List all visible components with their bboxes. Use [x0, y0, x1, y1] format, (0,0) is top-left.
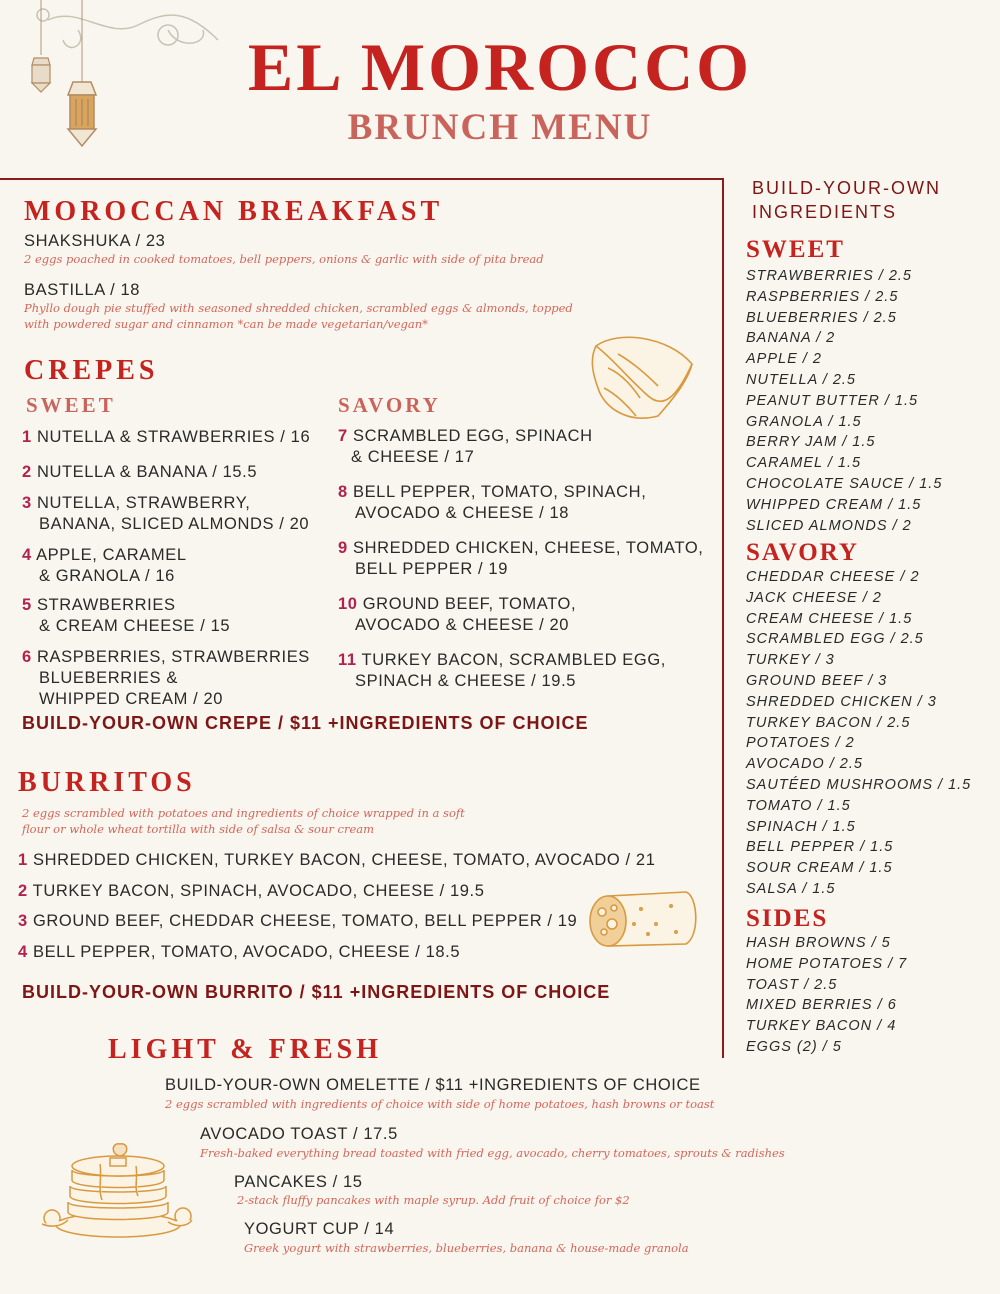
ingredient-item: RASPBERRIES / 2.5: [746, 288, 899, 305]
item-text: AVOCADO & CHEESE / 20: [355, 616, 570, 634]
item-text: WHIPPED CREAM / 20: [39, 690, 224, 708]
crepe-item: [22, 595, 332, 637]
crepe-item: [338, 650, 718, 692]
item-number: 2: [22, 463, 32, 481]
ingredient-item: SCRAMBLED EGG / 2.5: [746, 631, 924, 648]
crepe-item: [338, 482, 718, 524]
crepe-item: [22, 647, 332, 710]
burrito-illustration: [586, 884, 704, 954]
item-text: SCRAMBLED EGG, SPINACH: [352, 427, 593, 445]
item-text: STRAWBERRIES: [36, 596, 176, 614]
ingredient-item: PEANUT BUTTER / 1.5: [746, 392, 919, 409]
sides-label: SIDES: [746, 905, 829, 932]
item-text: & CHEESE / 17: [351, 448, 475, 466]
ingredient-item: BERRY JAM / 1.5: [746, 434, 876, 451]
pancakes-illustration: [40, 1130, 195, 1245]
item-text: & CREAM CHEESE / 15: [39, 617, 231, 635]
sides-list: [746, 933, 907, 1058]
item-number: 10: [338, 595, 358, 613]
item-number: 5: [22, 596, 32, 614]
ingredient-item: CHOCOLATE SAUCE / 1.5: [746, 475, 943, 492]
item-text: TURKEY BACON, SCRAMBLED EGG,: [361, 651, 666, 669]
item-number: 1: [22, 428, 32, 446]
side-item: EGGS (2) / 5: [746, 1038, 842, 1055]
ingredients-heading-line: BUILD-YOUR-OWN: [752, 178, 941, 198]
item-number: 8: [338, 483, 348, 501]
menu-item-shakshuka: SHAKSHUKA / 23: [24, 232, 166, 250]
item-text: RASPBERRIES, STRAWBERRIES: [36, 648, 310, 666]
ingredient-item: SHREDDED CHICKEN / 3: [746, 693, 937, 710]
section-heading-crepes: CREPES: [24, 355, 159, 386]
crepe-item: [22, 462, 332, 483]
item-description: with powdered sugar and cinnamon *can be made vegetarian/vegan*: [24, 317, 428, 331]
item-text: TURKEY BACON, SPINACH, AVOCADO, CHEESE / 19.5: [32, 881, 485, 900]
item-text: AVOCADO & CHEESE / 18: [355, 504, 570, 522]
item-text: BLUEBERRIES &: [39, 669, 178, 687]
burrito-item: [18, 850, 708, 871]
item-text: NUTELLA, STRAWBERRY,: [36, 494, 251, 512]
menu-item-bastilla: BASTILLA / 18: [24, 281, 141, 299]
item-text: BELL PEPPER, TOMATO, SPINACH,: [352, 483, 647, 501]
item-text: NUTELLA & BANANA / 15.5: [36, 463, 258, 481]
item-text: BANANA, SLICED ALMONDS / 20: [39, 515, 310, 533]
item-number: 3: [22, 494, 32, 512]
ingredient-item: STRAWBERRIES / 2.5: [746, 268, 912, 284]
ingredient-item: NUTELLA / 2.5: [746, 371, 856, 388]
ingredient-item: BELL PEPPER / 1.5: [746, 839, 894, 856]
item-description: 2 eggs poached in cooked tomatoes, bell peppers, onions & garlic with side of pita bread: [24, 252, 544, 266]
section-heading-light-fresh: LIGHT & FRESH: [108, 1034, 382, 1065]
item-description: Phyllo dough pie stuffed with seasoned shredded chicken, scrambled eggs & almonds, topped: [24, 301, 573, 315]
crepe-item: [22, 427, 332, 448]
item-text: SHREDDED CHICKEN, CHEESE, TOMATO,: [352, 539, 704, 557]
ingredient-item: JACK CHEESE / 2: [746, 589, 882, 606]
side-item: HOME POTATOES / 7: [746, 955, 908, 972]
ingredient-item: GROUND BEEF / 3: [746, 672, 888, 689]
item-text: APPLE, CARAMEL: [36, 546, 187, 564]
item-text: & GRANOLA / 16: [39, 567, 175, 585]
ingredients-heading: [752, 176, 941, 224]
ingredient-item: WHIPPED CREAM / 1.5: [746, 496, 922, 513]
ingredient-item: BANANA / 2: [746, 330, 836, 347]
ingredient-item: SAUTÉED MUSHROOMS / 1.5: [746, 776, 972, 793]
item-description: Fresh-baked everything bread toasted with fried egg, avocado, cherry tomatoes, sprouts & radishes: [200, 1146, 785, 1160]
item-text: NUTELLA & STRAWBERRIES / 16: [36, 428, 311, 446]
ingredient-item: TOMATO / 1.5: [746, 797, 851, 814]
item-number: 1: [18, 851, 28, 869]
ingredient-item: SPINACH / 1.5: [746, 818, 856, 835]
frame-divider-top: [0, 178, 724, 180]
section-heading-moroccan: MOROCCAN BREAKFAST: [24, 196, 444, 227]
crepes-savory-list: [338, 426, 718, 692]
ingredient-item: SALSA / 1.5: [746, 880, 836, 897]
byo-crepe-note: BUILD-YOUR-OWN CREPE / $11 +INGREDIENTS OF CHOICE: [22, 713, 589, 733]
item-text: SPINACH & CHEESE / 19.5: [355, 672, 577, 690]
menu-item-pancakes: PANCAKES / 15: [234, 1173, 363, 1191]
item-description: Greek yogurt with strawberries, blueberries, banana & house-made granola: [244, 1241, 689, 1255]
item-number: 2: [18, 881, 28, 900]
byo-burrito-note: BUILD-YOUR-OWN BURRITO / $11 +INGREDIENTS OF CHOICE: [22, 982, 611, 1002]
ingredients-sweet-list: [746, 266, 942, 536]
side-item: HASH BROWNS / 5: [746, 935, 891, 951]
section-heading-burritos: BURRITOS: [18, 767, 196, 798]
menu-item-omelette: BUILD-YOUR-OWN OMELETTE / $11 +INGREDIENTS OF CHOICE: [165, 1076, 701, 1094]
item-number: 11: [338, 651, 357, 669]
item-description: 2 eggs scrambled with ingredients of choice with side of home potatoes, hash browns or toast: [165, 1097, 715, 1111]
item-number: 9: [338, 539, 348, 557]
menu-subtitle: BRUNCH MENU: [347, 107, 653, 148]
item-number: 7: [338, 427, 348, 445]
ingredient-item: CHEDDAR CHEESE / 2: [746, 569, 920, 585]
ingredient-item: CARAMEL / 1.5: [746, 455, 862, 472]
crepe-illustration: [588, 328, 700, 430]
ingredients-savory-label: SAVORY: [746, 539, 859, 566]
crepe-item: [338, 426, 718, 468]
item-text: BELL PEPPER, TOMATO, AVOCADO, CHEESE / 18.5: [32, 942, 461, 961]
ingredients-savory-list: [746, 567, 971, 900]
side-item: TURKEY BACON / 4: [746, 1018, 897, 1035]
ingredient-item: TURKEY / 3: [746, 652, 835, 669]
ingredient-item: GRANOLA / 1.5: [746, 413, 862, 430]
item-text: SHREDDED CHICKEN, TURKEY BACON, CHEESE, TOMATO, AVOCADO / 21: [32, 851, 656, 869]
ingredient-item: SLICED ALMONDS / 2: [746, 517, 912, 534]
item-number: 4: [18, 942, 28, 961]
frame-divider-right: [722, 178, 724, 1058]
ingredient-item: POTATOES / 2: [746, 735, 855, 752]
restaurant-title: EL MOROCCO: [247, 29, 753, 105]
side-item: TOAST / 2.5: [746, 976, 838, 993]
ingredient-item: TURKEY BACON / 2.5: [746, 714, 911, 731]
menu-item-yogurt-cup: YOGURT CUP / 14: [244, 1220, 395, 1238]
item-description: 2 eggs scrambled with potatoes and ingredients of choice wrapped in a soft: [22, 806, 465, 820]
menu-item-avocado-toast: AVOCADO TOAST / 17.5: [200, 1125, 398, 1143]
crepes-sweet-list: [22, 427, 332, 710]
crepe-item: [22, 545, 332, 587]
crepes-sweet-label: SWEET: [26, 393, 116, 417]
item-text: BELL PEPPER / 19: [355, 560, 508, 578]
ingredient-item: APPLE / 2: [746, 351, 822, 368]
side-item: MIXED BERRIES / 6: [746, 997, 897, 1014]
ingredient-item: BLUEBERRIES / 2.5: [746, 309, 897, 326]
ingredient-item: CREAM CHEESE / 1.5: [746, 610, 913, 627]
item-text: GROUND BEEF, CHEDDAR CHEESE, TOMATO, BELL PEPPER / 19: [32, 912, 578, 930]
crepe-item: [338, 594, 718, 636]
item-number: 3: [18, 912, 28, 930]
crepe-item: [22, 493, 332, 535]
ingredient-item: AVOCADO / 2.5: [746, 756, 863, 773]
crepes-savory-label: SAVORY: [338, 393, 441, 417]
ingredients-heading-line: INGREDIENTS: [752, 202, 898, 222]
item-description: 2-stack fluffy pancakes with maple syrup. Add fruit of choice for $2: [237, 1193, 630, 1207]
item-number: 6: [22, 648, 32, 666]
item-description: flour or whole wheat tortilla with side of salsa & sour cream: [22, 822, 375, 836]
crepe-item: [338, 538, 718, 580]
ingredients-sweet-label: SWEET: [746, 236, 845, 263]
item-number: 4: [22, 546, 32, 564]
item-text: GROUND BEEF, TOMATO,: [362, 595, 577, 613]
ingredient-item: SOUR CREAM / 1.5: [746, 860, 893, 877]
